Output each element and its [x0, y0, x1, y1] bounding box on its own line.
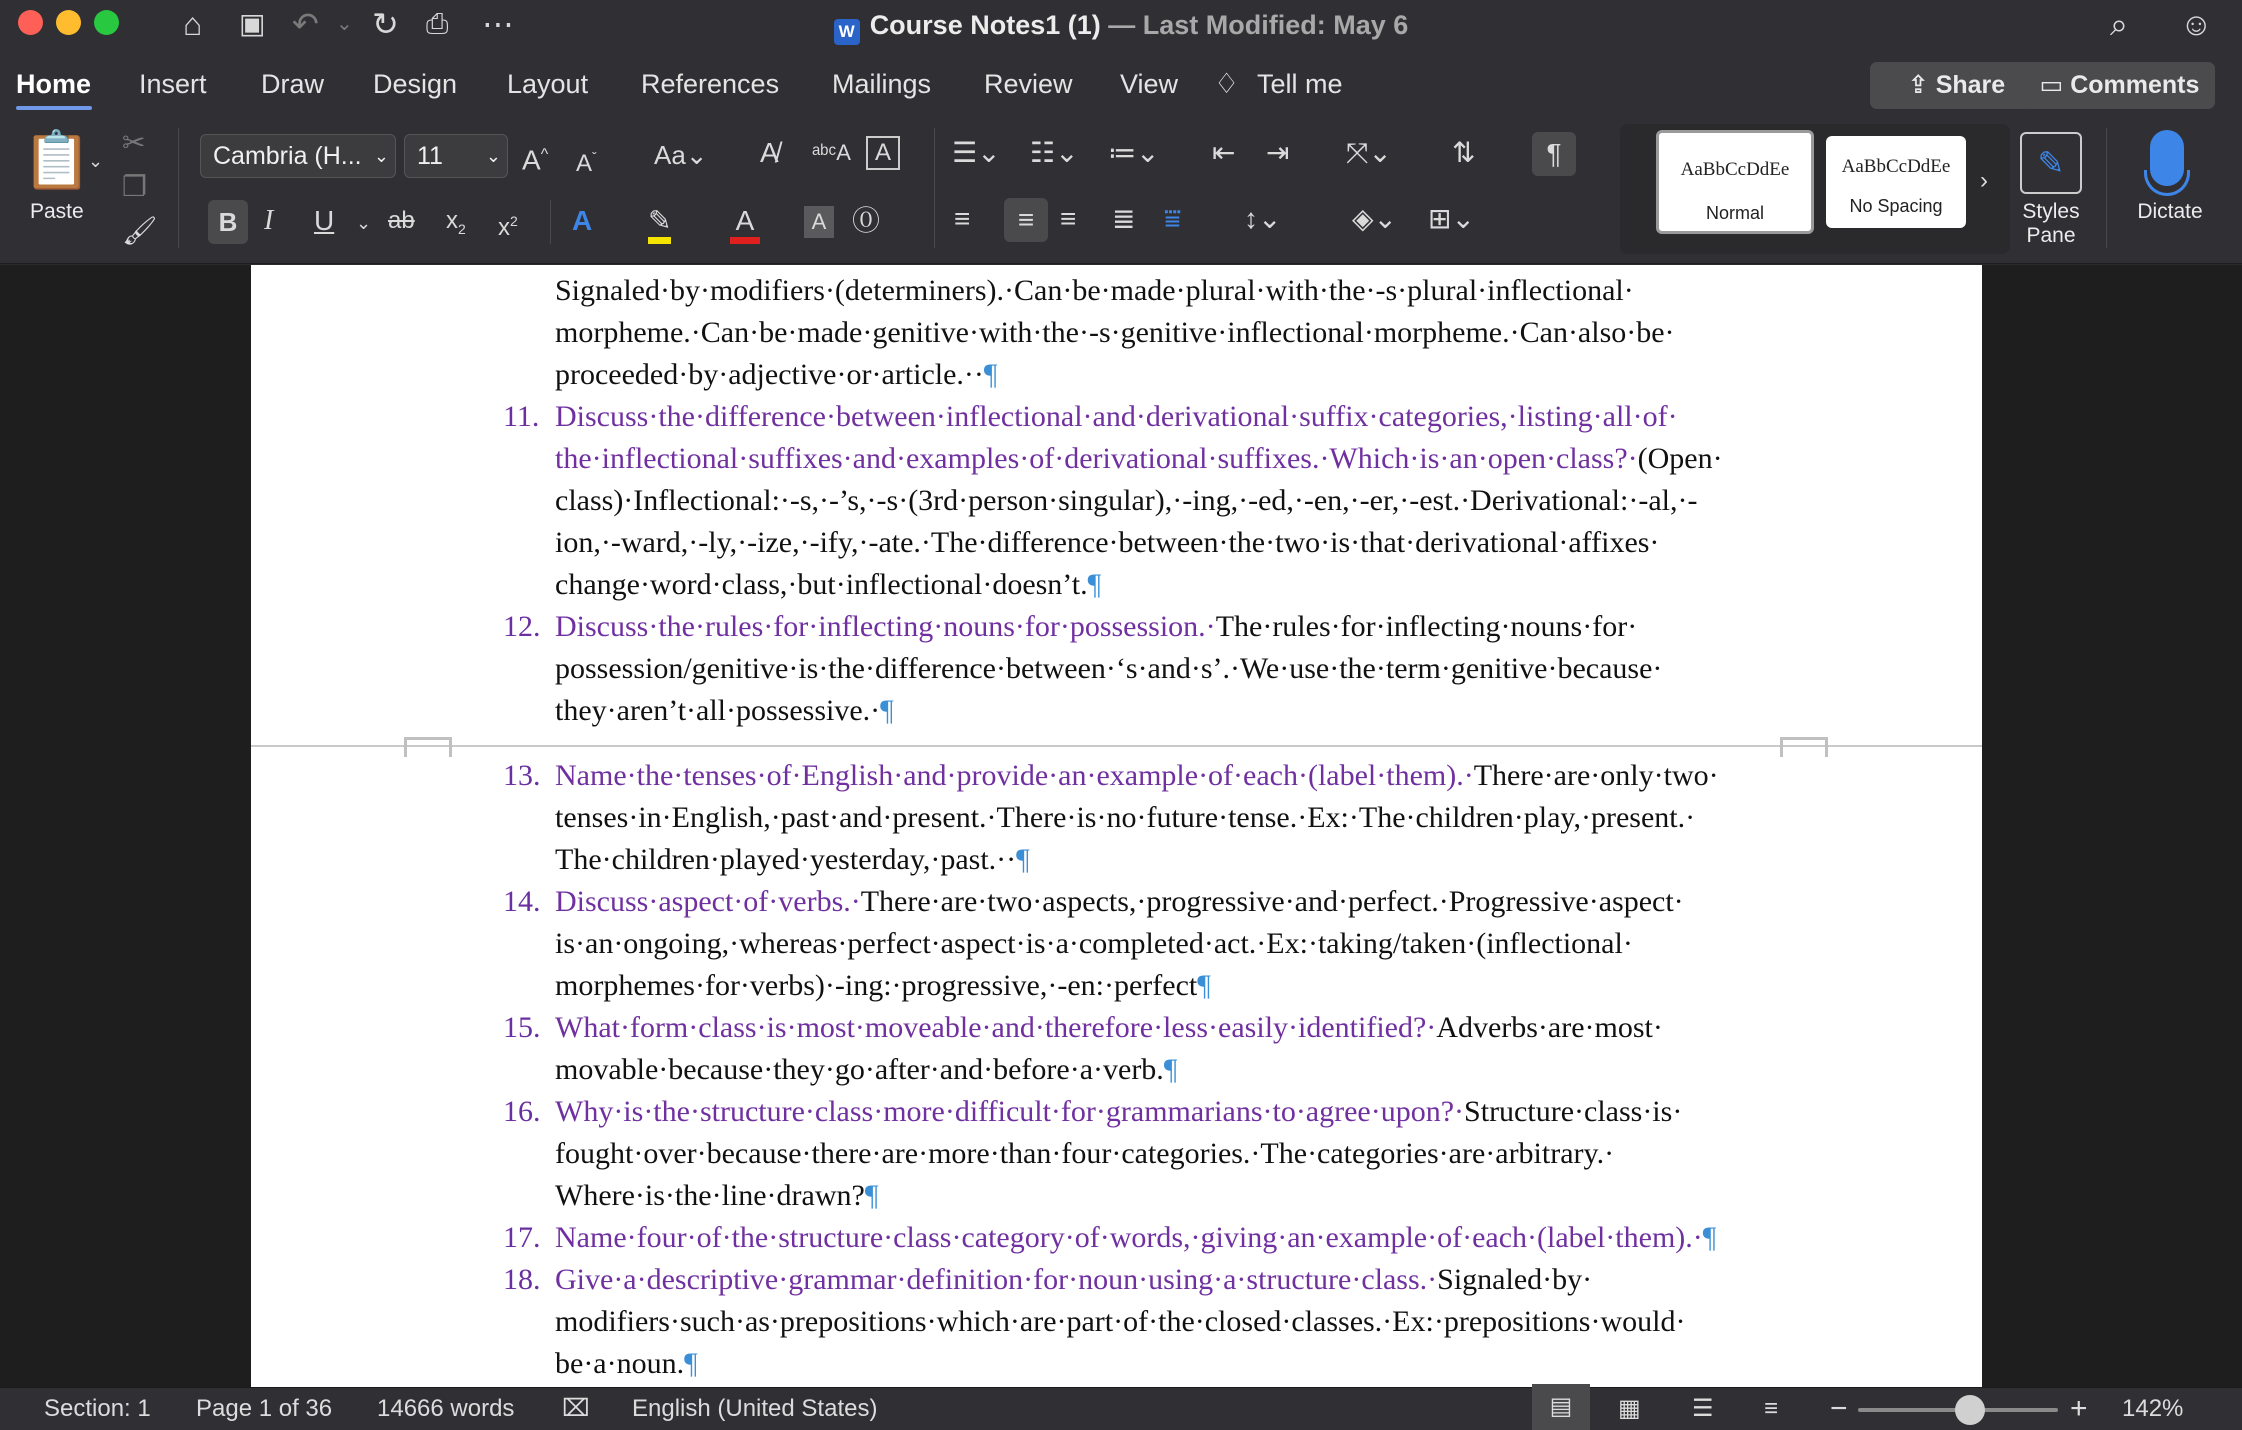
chevron-right-icon[interactable]: ›	[1980, 167, 1988, 194]
underline-dropdown-chevron-icon[interactable]: ⌄	[356, 213, 372, 233]
grow-font-icon[interactable]: A^	[522, 144, 549, 176]
list-number: 17.	[503, 1221, 541, 1254]
answer-text: morphemes·for·verbs)·-ing:·progressive,·-en:·perfect	[555, 969, 1198, 1002]
document-line[interactable]	[555, 272, 1634, 310]
dictate-label[interactable]: Dictate	[2137, 200, 2203, 223]
list-number: 11.	[503, 400, 540, 433]
ribbon-divider	[550, 200, 551, 244]
chevron-down-icon: ⌄	[485, 146, 501, 166]
tab-references[interactable]: References	[641, 69, 780, 99]
answer-text: movable·because·they·go·after·and·before·a·verb.	[555, 1053, 1164, 1086]
document-line[interactable]	[555, 524, 1659, 562]
redo-icon[interactable]: ↻	[372, 6, 399, 42]
share-label: Share	[1935, 71, 2006, 99]
zoom-level[interactable]: 142%	[2122, 1395, 2184, 1422]
answer-text: Adverbs·are·most·	[1436, 1011, 1663, 1044]
document-line[interactable]	[555, 482, 1697, 520]
tab-design[interactable]: Design	[373, 69, 458, 99]
style-preview: AaBbCcDdEe	[1680, 159, 1790, 180]
home-icon[interactable]: ⌂	[183, 6, 203, 42]
answer-text: class)·Inflectional:·-s,·-’s,·-s·(3rd·person·singular),·-ing,·-ed,·-en,·-er,·-est.·Derivational:·-al,·-	[555, 484, 1698, 517]
answer-text: possession/genitive·is·the·difference·between·‘s·and·s’.·We·use·the·term·genitive·because·	[555, 652, 1663, 685]
borders-icon[interactable]: ⊞⌄	[1428, 203, 1475, 234]
change-case-icon[interactable]: Aa⌄	[654, 140, 708, 170]
save-icon[interactable]: ▣	[239, 8, 266, 39]
lightbulb-icon: ♢	[1214, 68, 1240, 99]
font-color-icon[interactable]: A	[730, 204, 760, 244]
subscript-button[interactable]: $x_2$	[446, 207, 466, 237]
undo-dropdown-chevron-icon[interactable]: ⌄	[336, 13, 353, 35]
undo-icon[interactable]: ↶	[292, 6, 319, 42]
tell-me-search[interactable]: Tell me	[1257, 69, 1343, 99]
ribbon-divider	[934, 128, 935, 248]
paste-dropdown-chevron-icon[interactable]: ⌄	[88, 151, 104, 171]
clear-formatting-icon[interactable]: A̸	[760, 137, 779, 168]
answer-text: (Open·	[1637, 442, 1723, 475]
align-center-button[interactable]: ≡	[1004, 198, 1048, 242]
zoom-in-icon[interactable]: +	[2070, 1392, 2088, 1425]
character-shading-icon[interactable]: A	[804, 206, 834, 238]
style-name: Normal	[1705, 203, 1764, 223]
superscript-button[interactable]: $x^2$	[498, 213, 518, 241]
question-text: Discuss·the·rules·for·inflecting·nouns·for·possession.·	[555, 610, 1216, 643]
outline-view-icon[interactable]: ☰	[1692, 1395, 1714, 1422]
document-line[interactable]	[555, 356, 998, 394]
answer-text: morpheme.·Can·be·made·genitive·with·the·-s·genitive·inflectional·morpheme.·Can·also·be·	[555, 316, 1675, 349]
comments-icon: ▭	[2039, 71, 2071, 99]
strikethrough-button[interactable]: ab	[388, 207, 415, 234]
tab-review[interactable]: Review	[984, 69, 1073, 99]
list-number: 12.	[503, 610, 541, 643]
styles-pane-icon[interactable]: ✎	[2020, 132, 2082, 194]
paragraph-mark: ¶	[1702, 1221, 1717, 1254]
ribbon-divider	[2106, 128, 2107, 248]
search-icon[interactable]: ⌕	[2110, 6, 2128, 42]
document-line[interactable]	[555, 1177, 878, 1215]
answer-text: tenses·in·English,·past·and·present.·There·is·no·future·tense.·Ex:·The·children·play,·present.·	[555, 801, 1696, 834]
highlight-color-icon[interactable]: ✎	[648, 204, 671, 244]
font-name-dropdown[interactable]	[200, 134, 396, 178]
font-size-value: 11	[417, 142, 443, 170]
increase-indent-icon[interactable]: ⇥	[1266, 137, 1290, 168]
style-normal[interactable]	[1656, 130, 1814, 234]
document-line[interactable]	[555, 398, 1678, 436]
answer-text: Signaled·by·	[1437, 1263, 1593, 1296]
document-name: Course Notes1 (1)	[869, 10, 1101, 40]
list-number: 18.	[503, 1263, 541, 1296]
page-indicator[interactable]: Page 1 of 36	[196, 1395, 333, 1422]
focus-view-icon[interactable]: ▦	[1618, 1395, 1641, 1422]
active-tab-indicator	[16, 106, 92, 110]
document-line[interactable]	[555, 841, 1030, 879]
question-text: Discuss·aspect·of·verbs.·	[555, 885, 861, 918]
margin-marker-left	[404, 737, 452, 757]
answer-text: Signaled·by·modifiers·(determiners).·Can·be·made·plural·with·the·-s·plural·inflectional·	[555, 274, 1634, 307]
paste-label: Paste	[30, 200, 84, 223]
smiley-icon[interactable]: ☺	[2180, 6, 2213, 42]
vertical-scrollbar[interactable]	[2232, 265, 2242, 1387]
enclosed-character-icon[interactable]: A	[866, 136, 900, 170]
justify-icon[interactable]: ≣	[1112, 203, 1136, 234]
bold-button[interactable]: B	[208, 200, 248, 244]
tab-view[interactable]: View	[1120, 69, 1179, 99]
last-modified-label: — Last Modified: May 6	[1108, 10, 1409, 40]
document-line[interactable]	[555, 883, 1684, 921]
list-number: 14.	[503, 885, 541, 918]
document-line[interactable]	[555, 650, 1662, 688]
font-name-value: Cambria (H...	[213, 142, 362, 170]
answer-text: be·a·noun.	[555, 1347, 685, 1380]
question-text: Discuss·the·difference·between·inflectional·and·derivational·suffix·categories,·listing·all·of·	[555, 400, 1678, 433]
question-text: What·form·class·is·most·moveable·and·therefore·less·easily·identified?·	[555, 1011, 1437, 1044]
underline-button[interactable]: U	[314, 205, 335, 236]
cut-icon[interactable]: ✂	[122, 127, 146, 158]
paragraph-mark: ¶	[880, 694, 894, 727]
copy-icon[interactable]: ❐	[122, 171, 148, 202]
share-icon: ⇪	[1907, 71, 1936, 99]
paragraph-mark: ¶	[1163, 1053, 1178, 1086]
document-line[interactable]	[555, 314, 1675, 352]
shading-icon[interactable]: ◈⌄	[1352, 203, 1397, 234]
more-icon[interactable]: ⋯	[482, 6, 514, 42]
tab-home[interactable]: Home	[16, 69, 92, 99]
comments-button[interactable]	[2024, 62, 2215, 109]
paragraph-mark: ¶	[983, 358, 998, 391]
word-count[interactable]: 14666 words	[377, 1395, 515, 1422]
document-line[interactable]	[555, 925, 1633, 963]
format-painter-icon[interactable]: 🖌	[122, 215, 158, 246]
sort-icon[interactable]: ⇅	[1452, 137, 1476, 168]
print-icon[interactable]: ⎙	[426, 8, 449, 39]
answer-text: ion,·-ward,·-ly,·-ize,·-ify,·-ate.·The·difference·between·the·two·is·that·derivational·affixes·	[555, 526, 1660, 559]
document-line[interactable]	[555, 967, 1211, 1005]
document-line[interactable]	[555, 1261, 1592, 1299]
line-spacing-icon[interactable]: ↕⌄	[1244, 203, 1282, 234]
answer-text: Where·is·the·line·drawn?	[555, 1179, 865, 1212]
question-text: Name·the·tenses·of·English·and·provide·an·example·of·each·(label·them).·	[555, 759, 1474, 792]
answer-text: There·are·only·two·	[1473, 759, 1719, 792]
comments-label: Comments	[2070, 71, 2200, 99]
tab-insert[interactable]: Insert	[139, 69, 207, 99]
answer-text: change·word·class,·but·inflectional·doesn’t.	[555, 568, 1088, 601]
language-indicator[interactable]: English (United States)	[632, 1395, 878, 1422]
answer-text: There·are·two·aspects,·progressive·and·perfect.·Progressive·aspect·	[860, 885, 1684, 918]
style-name: No Spacing	[1849, 196, 1943, 216]
draft-view-icon[interactable]: ≡	[1764, 1395, 1779, 1422]
list-number: 16.	[503, 1095, 541, 1128]
document-line[interactable]	[555, 1345, 698, 1383]
question-text: Why·is·the·structure·class·more·difficult·for·grammarians·to·agree·upon?·	[555, 1095, 1465, 1128]
font-size-dropdown[interactable]	[404, 134, 508, 178]
multilevel-list-icon[interactable]: ≔⌄	[1108, 137, 1160, 168]
window-title	[0, 6, 2242, 45]
ribbon-divider	[178, 128, 179, 248]
tab-mailings[interactable]: Mailings	[832, 69, 932, 99]
document-line[interactable]	[555, 1219, 1716, 1257]
numbering-icon[interactable]: ☷⌄	[1030, 137, 1079, 168]
answer-text: they·aren’t·all·possessive.·	[555, 694, 881, 727]
document-line[interactable]	[555, 1135, 1614, 1173]
print-layout-view-icon[interactable]: ▤	[1532, 1384, 1590, 1430]
align-right-icon[interactable]: ≡	[1060, 203, 1077, 234]
document-line[interactable]	[555, 757, 1719, 795]
list-number: 13.	[503, 759, 541, 792]
phonetic-guide-icon[interactable]: ᵃᵇᶜA	[812, 140, 851, 165]
word-document-icon: W	[834, 19, 860, 45]
distributed-icon[interactable]: ⩸	[1164, 203, 1182, 234]
answer-text: is·an·ongoing,·whereas·perfect·aspect·is·a·completed·act.·Ex:·taking/taken·(inflectional·	[555, 927, 1633, 960]
align-left-icon[interactable]: ≡	[954, 203, 971, 234]
zoom-slider-handle[interactable]	[1955, 1395, 1985, 1425]
decrease-indent-icon[interactable]: ⇤	[1212, 137, 1236, 168]
document-line[interactable]	[555, 1093, 1682, 1131]
bullets-icon[interactable]: ☰⌄	[952, 137, 1001, 168]
question-text: Name·four·of·the·structure·class·category·of·words,·giving·an·example·of·each·(label·them).·	[555, 1221, 1703, 1254]
paragraph-mark: ¶	[1016, 843, 1030, 876]
margin-marker-right	[1780, 737, 1828, 757]
document-line[interactable]	[555, 799, 1695, 837]
tab-draw[interactable]: Draw	[261, 69, 325, 99]
paragraph-mark: ¶	[864, 1179, 879, 1212]
question-text: Give·a·descriptive·grammar·definition·for·noun·using·a·structure·class.·	[555, 1263, 1438, 1296]
zoom-out-icon[interactable]: −	[1830, 1392, 1848, 1425]
share-button[interactable]	[1870, 62, 2043, 109]
paste-icon[interactable]: 📋	[22, 128, 92, 191]
paragraph-mark: ¶	[1197, 969, 1211, 1002]
style-no-spacing[interactable]	[1826, 136, 1966, 228]
document-line[interactable]	[555, 1303, 1685, 1341]
section-indicator[interactable]: Section: 1	[44, 1395, 151, 1422]
style-preview: AaBbCcDdEe	[1841, 156, 1951, 177]
answer-text: The·children·played·yesterday,·past.··	[555, 843, 1017, 876]
answer-text: proceeded·by·adjective·or·article.··	[555, 358, 984, 391]
answer-text: fought·over·because·there·are·more·than·four·categories.·The·categories·are·arbitrary.·	[555, 1137, 1615, 1170]
question-text: the·inflectional·suffixes·and·examples·of·derivational·suffixes.·Which·is·an·open·class?·	[555, 442, 1638, 475]
document-line[interactable]	[555, 440, 1723, 478]
document-line[interactable]	[555, 566, 1101, 604]
document-line[interactable]	[555, 1051, 1177, 1089]
list-number: 15.	[503, 1011, 541, 1044]
page-break-divider	[251, 745, 1982, 747]
character-border-icon[interactable]: ⓪	[852, 205, 881, 236]
answer-text: modifiers·such·as·prepositions·which·are·part·of·the·closed·classes.·Ex:·prepositions·would·	[555, 1305, 1686, 1338]
proofing-icon[interactable]: ⌧	[562, 1395, 590, 1422]
document-line[interactable]	[555, 692, 894, 730]
italic-button[interactable]: I	[264, 205, 274, 236]
text-effects-icon[interactable]: A	[572, 205, 593, 236]
document-line[interactable]	[555, 608, 1637, 646]
show-formatting-marks-button[interactable]: ¶	[1532, 132, 1576, 176]
document-line[interactable]	[555, 1009, 1663, 1047]
paragraph-mark: ¶	[684, 1347, 698, 1380]
chevron-down-icon: ⌄	[373, 146, 389, 166]
styles-pane-label[interactable]: Styles Pane	[2022, 200, 2080, 247]
paragraph-mark: ¶	[1087, 568, 1102, 601]
answer-text: Structure·class·is·	[1464, 1095, 1683, 1128]
text-direction-icon[interactable]: ⤧⌄	[1346, 137, 1392, 168]
shrink-font-icon[interactable]: $A^ˇ$	[576, 149, 597, 177]
tab-layout[interactable]: Layout	[507, 69, 589, 99]
answer-text: The·rules·for·inflecting·nouns·for·	[1215, 610, 1638, 643]
